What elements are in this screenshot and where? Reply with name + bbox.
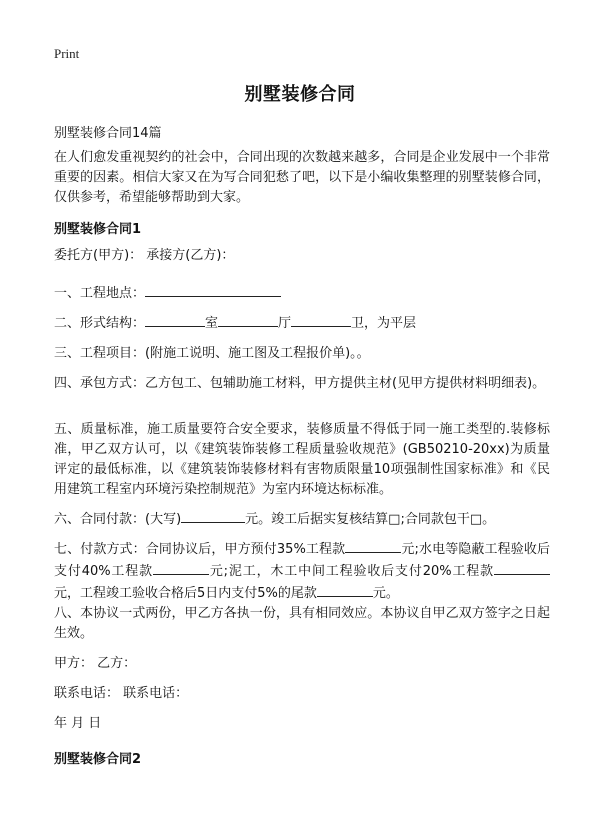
clause-7-part-3: 元;泥工，木工中间工程验收后支付20%工程款 (208, 564, 494, 579)
document-subtitle: 别墅装修合同14篇 (54, 126, 162, 141)
clause-1-location (54, 282, 554, 304)
baths-unit: 卫，为平层 (351, 316, 417, 331)
phone-line: 联系电话： 联系电话： (54, 686, 189, 701)
clause-3-project: 三、工程项目：(附施工说明、施工图及工程报价单)。。 (54, 346, 370, 361)
section-heading-2: 别墅装修合同2 (54, 752, 142, 767)
clause-2-structure (54, 312, 554, 334)
prepay-blank (345, 538, 401, 553)
signature-line: 甲方： 乙方： (54, 656, 137, 671)
clause-1-label: 一、工程地点： (54, 286, 146, 301)
clause-7-part-2: 元;水电等隐蔽工程验收后支付40%工程款 (54, 542, 550, 579)
mid-inspection-blank (494, 560, 550, 575)
hidden-works-blank (153, 560, 209, 575)
clause-7-part-1: 七、付款方式：合同协议后，甲方预付35%工程款 (54, 542, 346, 557)
rooms-unit: 室 (205, 316, 219, 331)
halls-blank (218, 312, 278, 327)
section-heading-1: 别墅装修合同1 (54, 222, 142, 237)
clause-7-payment-method (54, 538, 550, 604)
clause-7-part-5: 元。 (372, 586, 399, 601)
intro-paragraph: 在人们愈发重视契约的社会中，合同出现的次数越来越多，合同是企业发展中一个非常重要的因素。相信大家又在为写合同犯愁了吧，以下是小编收集整理的别墅装修合同，仅供参考，希望能够帮助到大家。 (54, 150, 550, 205)
clause-5-quality: 五、质量标准，施工质量要符合安全要求，装修质量不得低于同一施工类型的.装修标准，甲乙双方认可，以《建筑装饰装修工程质量验收规范》(GB50210-20xx)为质量评定的最低标准，以《建筑装饰装修材料有害物质限量10项强制性国家标准》和《民用建筑工程室内环境污染控制规范》为室内环境达标标准。 (54, 422, 550, 497)
document-title: 别墅装修合同 (244, 84, 356, 105)
final-payment-blank (317, 582, 373, 597)
clause-4-contract-mode: 四、承包方式：乙方包工、包辅助施工材料，甲方提供主材(见甲方提供材料明细表)。 (54, 376, 546, 391)
clause-7-part-4: 元，工程竣工验收合格后5日内支付5%的尾款 (54, 586, 317, 601)
clause-8-copies: 八、本协议一式两份，甲乙方各执一份，具有相同效应。本协议自甲乙双方签字之日起生效。 (54, 606, 550, 641)
location-blank (145, 282, 281, 297)
rooms-blank (145, 312, 205, 327)
print-link[interactable]: Print (54, 46, 80, 61)
parties-line: 委托方(甲方)： 承接方(乙方)： (54, 248, 235, 263)
date-line: 年 月 日 (54, 716, 102, 731)
clause-6-prefix: 六、合同付款：(大写) (54, 512, 182, 527)
amount-blank (181, 508, 245, 523)
clause-6-suffix: 元。竣工后据实复核结算□;合同款包干□。 (245, 512, 496, 527)
clause-6-payment (54, 508, 554, 530)
baths-blank (291, 312, 351, 327)
halls-unit: 厅 (278, 316, 292, 331)
clause-2-label: 二、形式结构： (54, 316, 146, 331)
